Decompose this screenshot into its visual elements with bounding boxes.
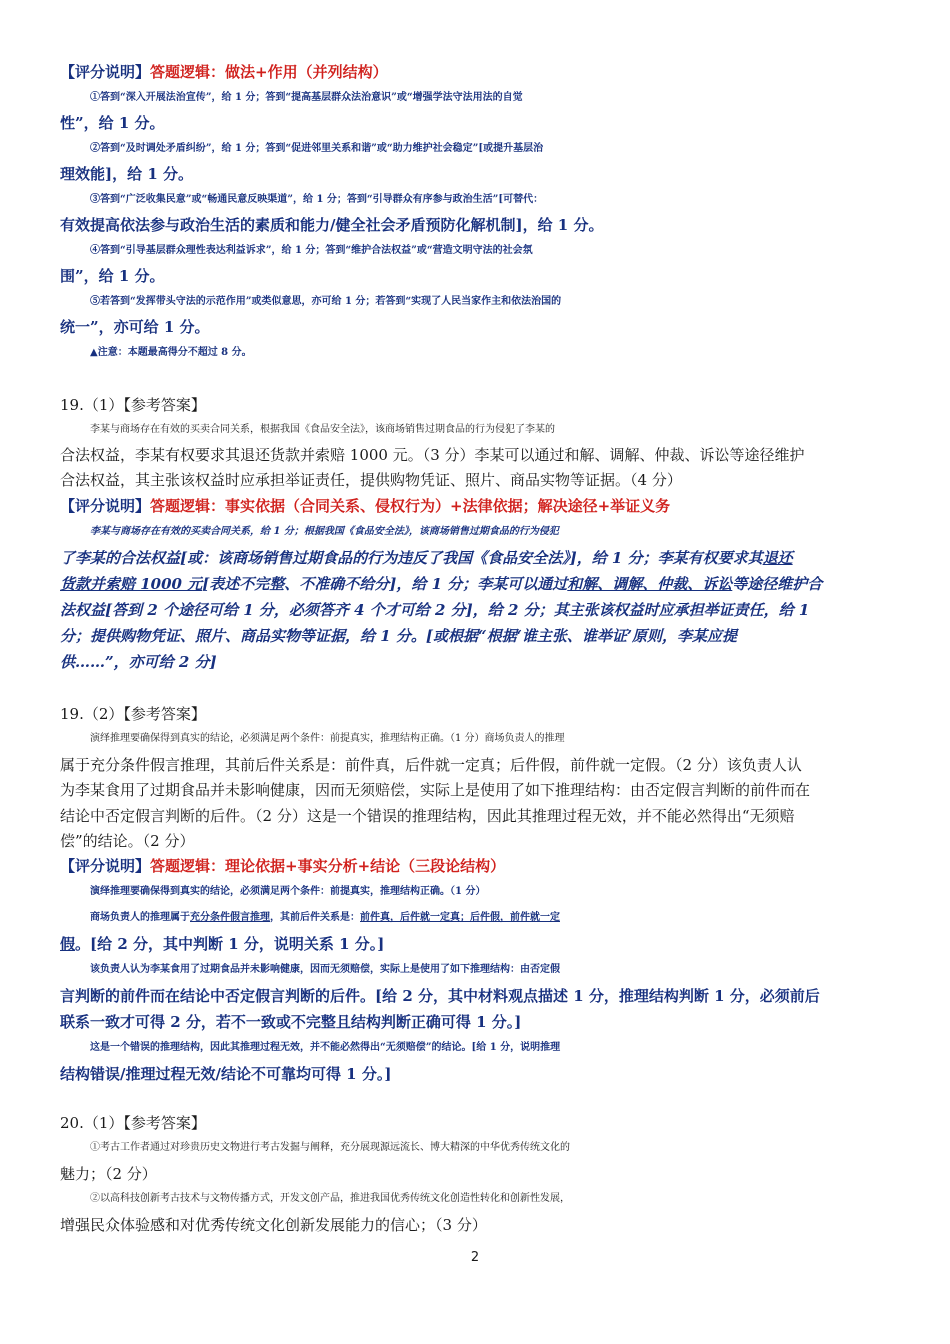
scoring-line: ②答到“及时调处矛盾纠纷”，给 1 分；答到“促进邻里关系和谐”或“助力维护社会稳定”[或提升基层治 bbox=[90, 143, 544, 154]
scoring-tag: 【评分说明】 bbox=[60, 63, 151, 81]
scoring-line: 这是一个错误的推理结构，因此其推理过程无效，并不能必然得出“无须赔偿”的结论。[给 1 分，说明推理 bbox=[90, 1042, 561, 1053]
question-heading: 19.（1）【参考答案】 bbox=[60, 396, 206, 414]
answer-line: 属于充分条件假言推理，其前后件关系是：前件真，后件就一定真；后件假，前件就一定假。（2 分）该负责人认 bbox=[60, 756, 802, 774]
question-heading: 20.（1）【参考答案】 bbox=[60, 1114, 206, 1132]
scoring-tag: 【评分说明】 bbox=[60, 497, 151, 515]
scoring-line: 法权益[答到 2 个途径可给 1 分，必须答齐 4 个才可给 2 分]，给 2 分；其主张该权益时应承担举证责任，给 1 bbox=[60, 601, 810, 619]
scoring-line: ③答到“广泛收集民意”或“畅通民意反映渠道”，给 1 分；答到“引导群众有序参与政治生活”[可替代： bbox=[90, 194, 544, 205]
scoring-header bbox=[60, 62, 900, 82]
scoring-line: 理效能]，给 1 分。 bbox=[60, 165, 193, 183]
scoring-line bbox=[60, 548, 900, 568]
scoring-line: 性”，给 1 分。 bbox=[60, 114, 165, 132]
question-heading: 19.（2）【参考答案】 bbox=[60, 705, 206, 723]
scoring-line: 分；提供购物凭证、照片、商品实物等证据，给 1 分。[或根据“根据‘谁主张、谁举证’原则，李某应提 bbox=[60, 627, 738, 645]
answer-line: ①考古工作者通过对珍贵历史文物进行考古发掘与阐释，充分展现源远流长、博大精深的中华优秀传统文化的 bbox=[90, 1142, 570, 1153]
scoring-line: 围”，给 1 分。 bbox=[60, 267, 165, 285]
scoring-line: 李某与商场存在有效的买卖合同关系，给 1 分；根据我国《食品安全法》，该商场销售过期食品的行为侵犯 bbox=[90, 526, 559, 537]
answer-line: 李某与商场存在有效的买卖合同关系，根据我国《食品安全法》，该商场销售过期食品的行为侵犯了李某的 bbox=[90, 424, 555, 435]
scoring-text: 商场负责人的推理属于 bbox=[90, 912, 190, 923]
underlined-text: 货款并索赔 1000 元 bbox=[60, 575, 203, 593]
answer-line: 演绎推理要确保得到真实的结论，必须满足两个条件：前提真实，推理结构正确。（1 分）商场负责人的推理 bbox=[90, 733, 565, 744]
answer-line: 合法权益，李某有权要求其退还货款并索赔 1000 元。（3 分）李某可以通过和解、调解、仲裁、诉讼等途径维护 bbox=[60, 446, 805, 464]
underlined-text: 假 bbox=[60, 935, 76, 953]
scoring-text: 。[给 2 分，其中判断 1 分，说明关系 1 分。] bbox=[75, 935, 385, 953]
answer-line: ②以高科技创新考古技术与文物传播方式，开发文创产品，推进我国优秀传统文化创造性转化和创新性发展， bbox=[90, 1193, 570, 1204]
scoring-line bbox=[60, 574, 900, 594]
scoring-line: 结构错误/推理过程无效/结论不可靠均可得 1 分。] bbox=[60, 1065, 392, 1083]
scoring-header bbox=[60, 496, 900, 516]
scoring-text: ，其前后件关系是： bbox=[270, 912, 360, 923]
scoring-header bbox=[60, 856, 900, 876]
scoring-line bbox=[60, 934, 900, 954]
scoring-line: 联系一致才可得 2 分，若不一致或不完整且结构判断正确可得 1 分。] bbox=[60, 1013, 522, 1031]
scoring-tag: 【评分说明】 bbox=[60, 857, 151, 875]
underlined-text: 和解、调解、仲裁、诉讼 bbox=[567, 575, 733, 593]
scoring-line: ①答到“深入开展法治宣传”，给 1 分；答到“提高基层群众法治意识”或“增强学法守法用法的自觉 bbox=[90, 92, 523, 103]
scoring-text: [表述不完整、不准确不给分]，给 1 分；李某可以通过 bbox=[202, 575, 568, 593]
scoring-line: 有效提高依法参与政治生活的素质和能力/健全社会矛盾预防化解机制]，给 1 分。 bbox=[60, 216, 604, 234]
underlined-text: 退还 bbox=[762, 549, 793, 567]
underlined-text: 充分条件假言推理 bbox=[190, 912, 270, 923]
note-line: ▲注意：本题最高得分不超过 8 分。 bbox=[90, 347, 252, 358]
answer-logic: 答题逻辑：理论依据+事实分析+结论（三段论结构） bbox=[150, 857, 506, 875]
answer-line: 为李某食用了过期食品并未影响健康，因而无须赔偿，实际上是使用了如下推理结构：由否定假言判断的前件而在 bbox=[60, 781, 811, 799]
page-number: 2 bbox=[470, 1250, 480, 1265]
answer-logic: 答题逻辑：做法+作用（并列结构） bbox=[150, 63, 388, 81]
scoring-line: 演绎推理要确保得到真实的结论，必须满足两个条件：前提真实，推理结构正确。（1 分） bbox=[90, 886, 486, 897]
scoring-text: 了李某的合法权益[或：该商场销售过期食品的行为违反了我国《食品安全法》]，给 1 分；李某有权要求其 bbox=[60, 549, 763, 567]
answer-logic: 答题逻辑：事实依据（合同关系、侵权行为）+法律依据；解决途径+举证义务 bbox=[150, 497, 671, 515]
scoring-line: 统一”，亦可给 1 分。 bbox=[60, 318, 210, 336]
scoring-text: 等途径维护合 bbox=[732, 575, 823, 593]
underlined-text: 前件真，后件就一定真；后件假，前件就一定 bbox=[360, 912, 560, 923]
scoring-line: 供……”，亦可给 2 分] bbox=[60, 653, 217, 671]
scoring-line: ④答到“引导基层群众理性表达利益诉求”，给 1 分；答到“维护合法权益”或“营造文明守法的社会氛 bbox=[90, 245, 533, 256]
answer-line: 魅力；（2 分） bbox=[60, 1165, 157, 1183]
scoring-line bbox=[90, 908, 930, 928]
answer-line: 增强民众体验感和对优秀传统文化创新发展能力的信心；（3 分） bbox=[60, 1216, 487, 1234]
answer-line: 合法权益，其主张该权益时应承担举证责任，提供购物凭证、照片、商品实物等证据。（4 分） bbox=[60, 471, 682, 489]
answer-line: 偿”的结论。（2 分） bbox=[60, 832, 195, 850]
answer-line: 结论中否定假言判断的后件。（2 分）这是一个错误的推理结构，因此其推理过程无效，并不能必然得出“无须赔 bbox=[60, 807, 795, 825]
scoring-line: ⑤若答到“发挥带头守法的示范作用”或类似意思，亦可给 1 分；若答到“实现了人民当家作主和依法治国的 bbox=[90, 296, 562, 307]
scoring-line: 该负责人认为李某食用了过期食品并未影响健康，因而无须赔偿，实际上是使用了如下推理结构：由否定假 bbox=[90, 964, 560, 975]
scoring-line: 言判断的前件而在结论中否定假言判断的后件。[给 2 分，其中材料观点描述 1 分，推理结构判断 1 分，必须前后 bbox=[60, 987, 820, 1005]
